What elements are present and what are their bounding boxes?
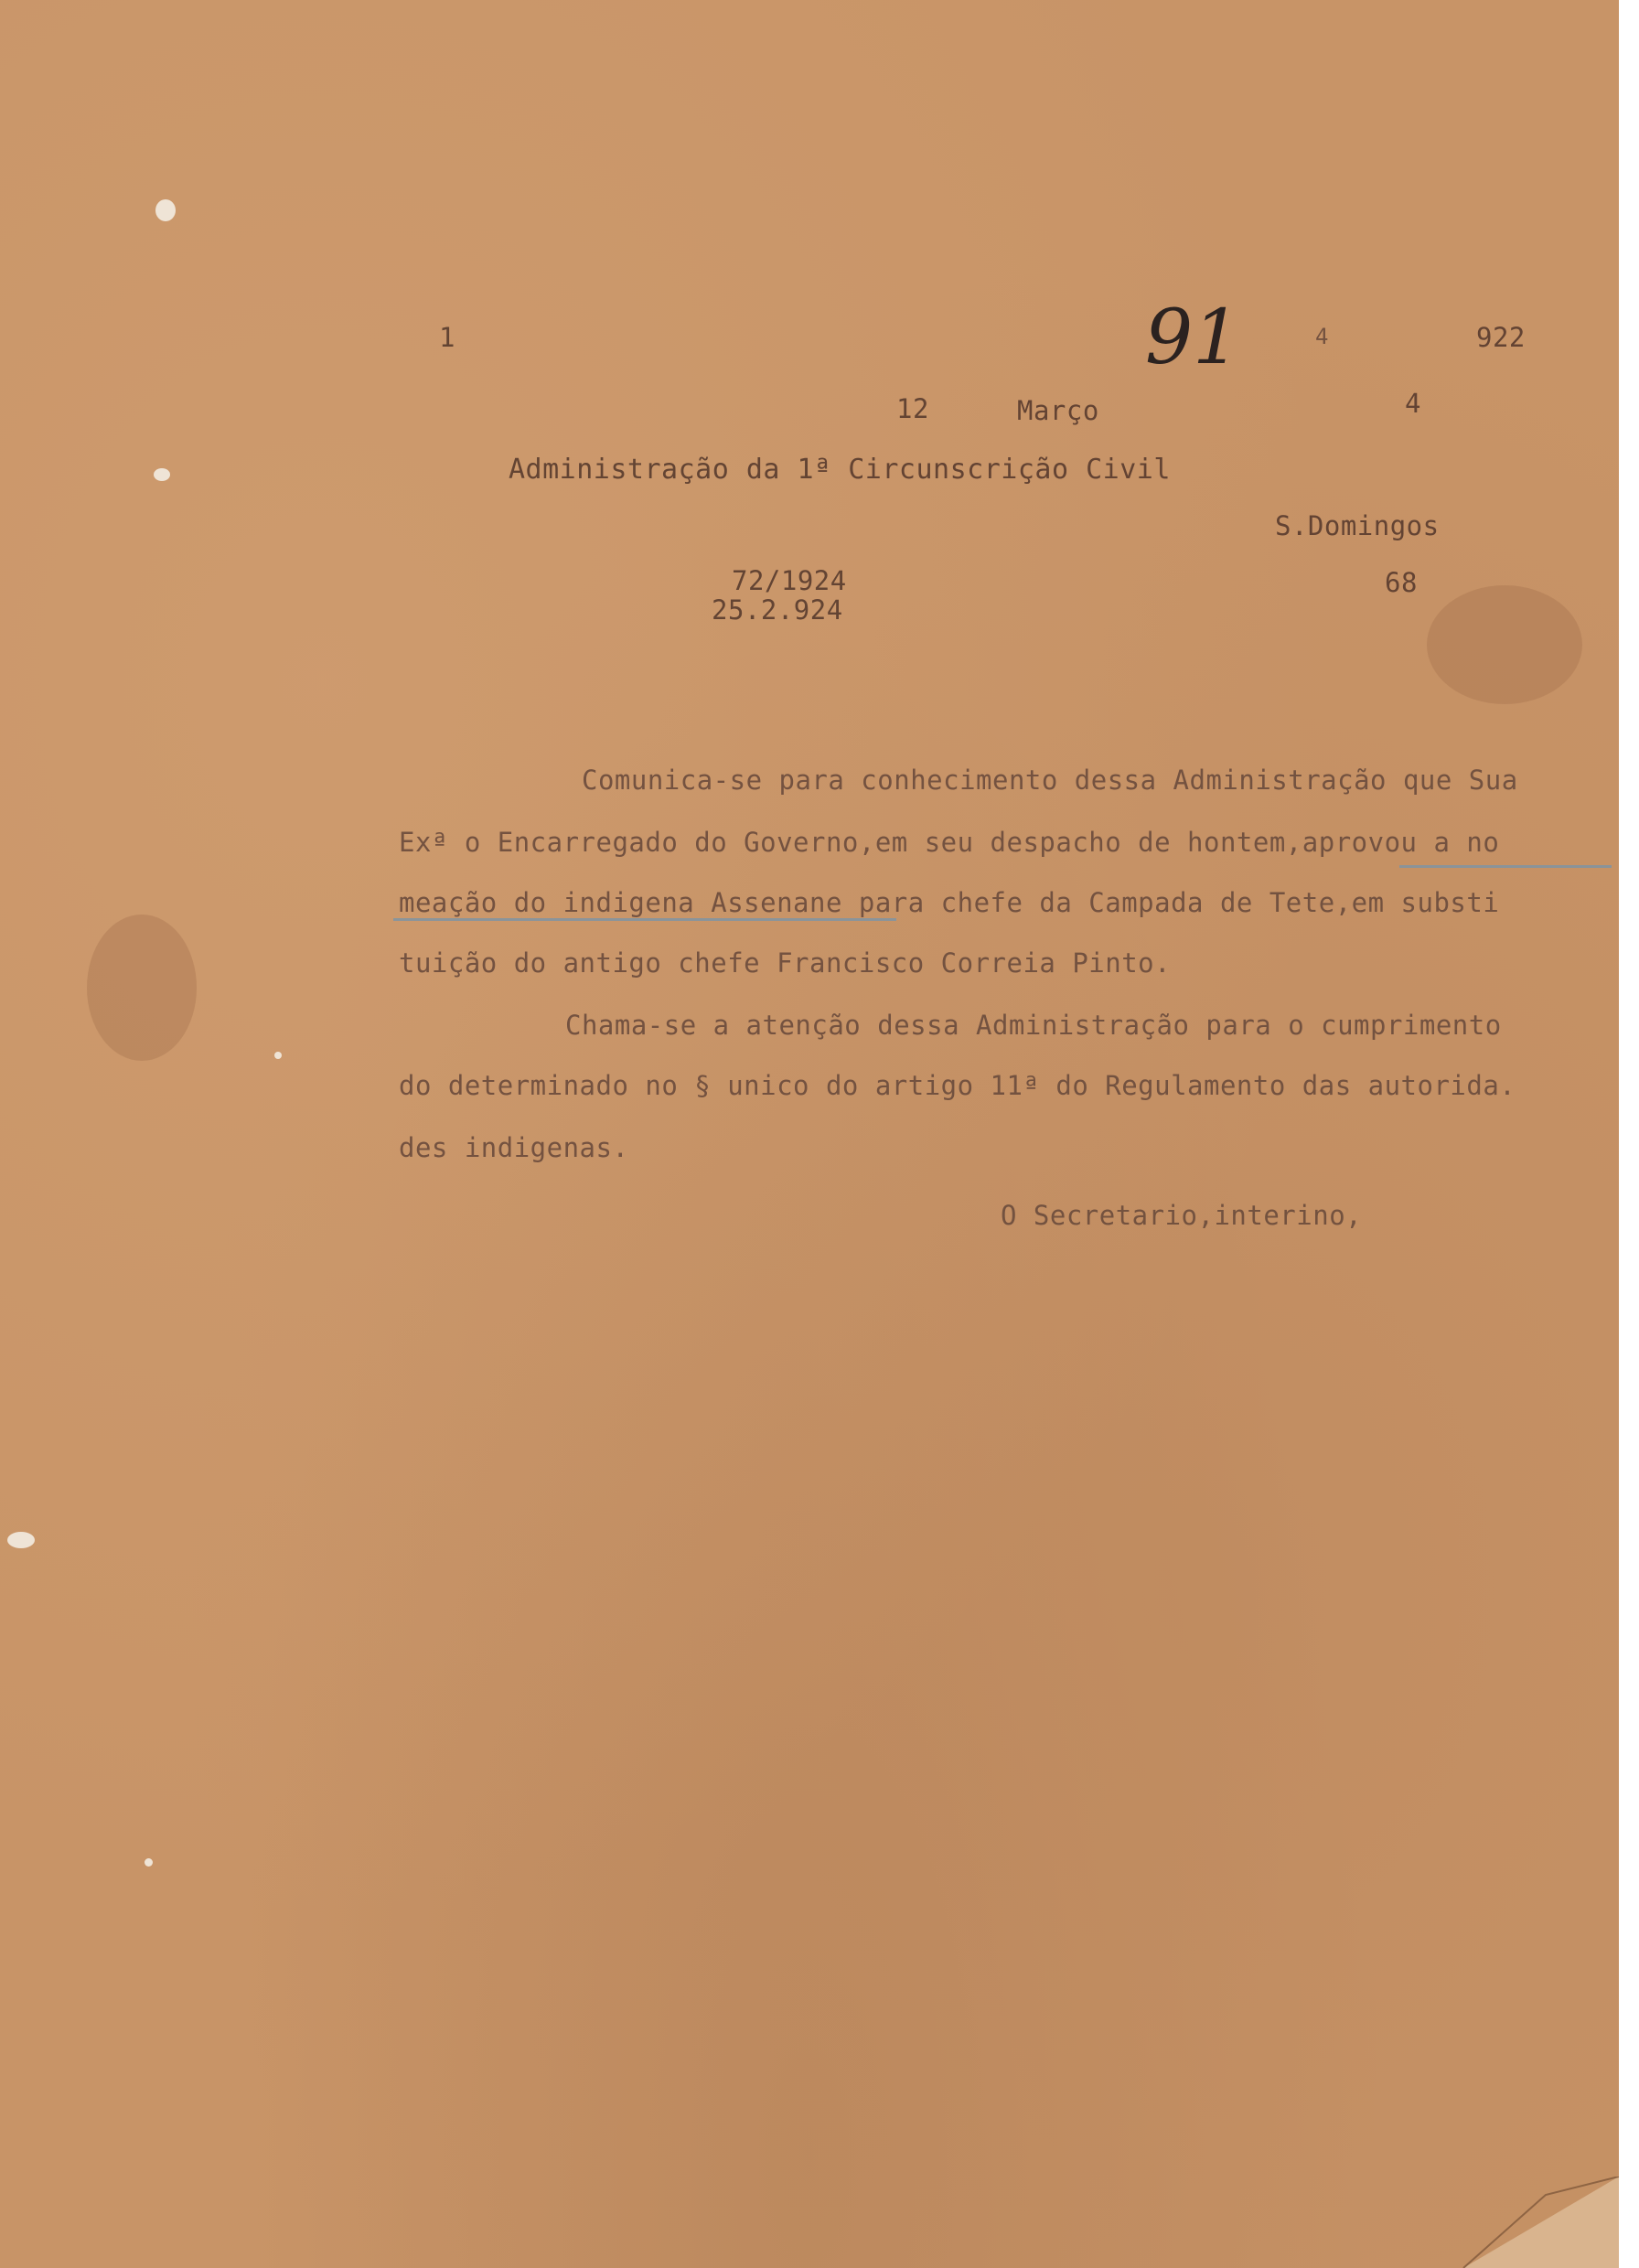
body-line: meação do indigena Assenane para chefe da Campada de Tete,em substi <box>399 887 1500 918</box>
signature-line: O Secretario,interino, <box>1001 1200 1363 1231</box>
header-year: 922 <box>1476 322 1526 353</box>
paper-tear-mark <box>154 468 170 481</box>
body-line: do determinado no § unico do artigo 11ª do Regulamento das autorida. <box>399 1070 1516 1101</box>
header-number-right: 4 <box>1405 388 1421 419</box>
body-line: Comunica-se para conhecimento dessa Administração que Sua <box>582 765 1518 796</box>
paper-tear-mark <box>145 1858 153 1867</box>
folio-number-handwritten: 91 <box>1145 294 1241 381</box>
header-day: 12 <box>896 393 929 424</box>
page-margin <box>1619 0 1639 2268</box>
body-line: Chama-se a atenção dessa Administração para o cumprimento <box>565 1010 1502 1041</box>
paper-stain <box>1427 585 1582 704</box>
office-name: Administração da 1ª Circunscrição Civil <box>509 454 1171 486</box>
paper-tear-mark <box>274 1052 282 1059</box>
body-line: tuição do antigo chefe Francisco Correia Pinto. <box>399 947 1172 979</box>
header-number-left: 1 <box>439 322 455 353</box>
reference-number: 72/1924 <box>732 565 847 596</box>
pencil-underline <box>1399 865 1612 868</box>
place-name: S.Domingos <box>1275 510 1440 541</box>
folded-corner <box>1427 2177 1619 2268</box>
pencil-underline <box>393 918 896 921</box>
header-month: Março <box>1017 395 1099 426</box>
body-line: des indigenas. <box>399 1132 629 1163</box>
paper-tear-mark <box>155 199 176 221</box>
body-line: Exª o Encarregado do Governo,em seu despacho de hontem,aprovou a no <box>399 827 1500 858</box>
header-number-mid: 4 <box>1315 324 1329 349</box>
paper-stain <box>87 915 197 1061</box>
paper-tear-mark <box>7 1532 35 1548</box>
reference-date: 25.2.924 <box>712 594 843 626</box>
reference-count: 68 <box>1385 567 1418 598</box>
